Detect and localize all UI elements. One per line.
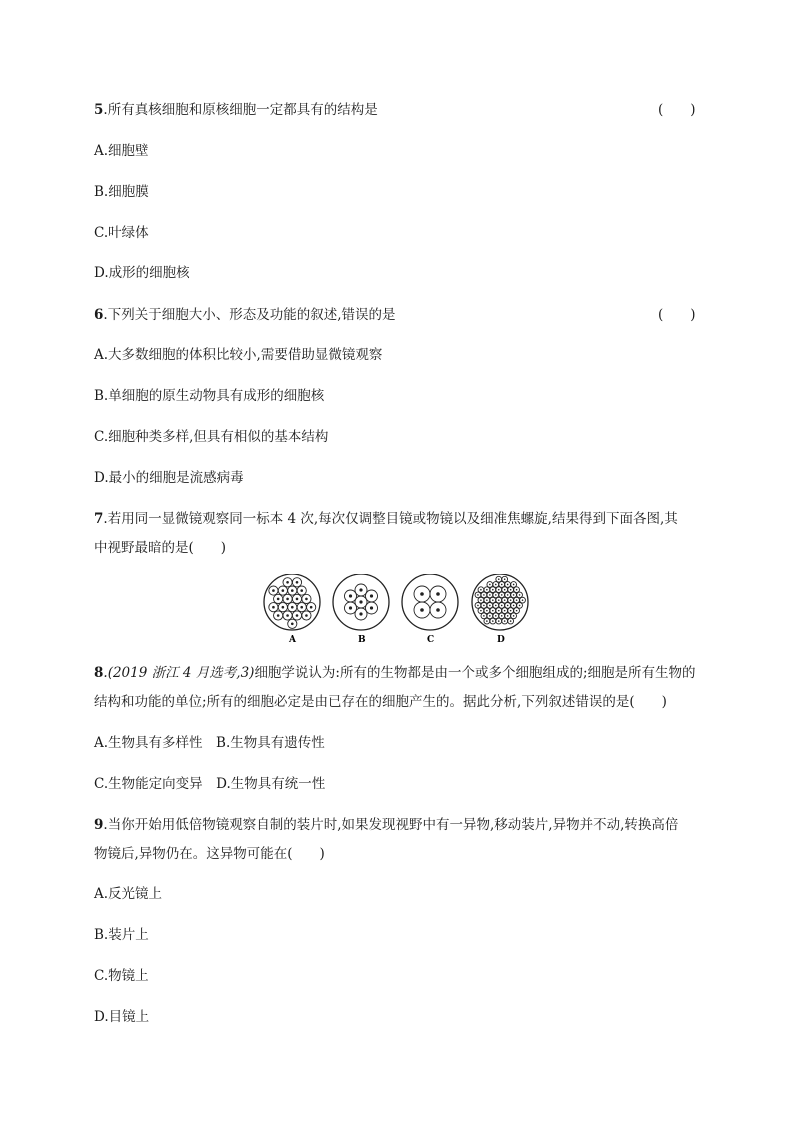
- field-d-nucleus: [507, 584, 509, 586]
- q5-number: 5: [94, 102, 104, 118]
- q9-number: 9: [94, 817, 104, 833]
- q6-option-a: A.大多数细胞的体积比较小,需要借助显微镜观察: [94, 347, 383, 363]
- field-d-nucleus: [513, 605, 515, 607]
- field-d-nucleus: [486, 589, 488, 591]
- field-d-nucleus: [510, 610, 512, 612]
- field-d-nucleus: [480, 599, 482, 601]
- field-a-nucleus: [296, 581, 299, 584]
- field-d-nucleus: [492, 599, 494, 601]
- field-b-nucleus: [359, 588, 362, 591]
- field-d-nucleus: [480, 589, 482, 591]
- q8-options-row1: A.生物具有多样性 B.生物具有遗传性: [94, 735, 325, 751]
- q8-stem-line2: 结构和功能的单位;所有的细胞必定是由已存在的细胞产生的。据此分析,下列叙述错误的是( ): [94, 694, 667, 710]
- q8-stem-line1: [94, 664, 696, 682]
- field-d-nucleus: [498, 620, 500, 622]
- field-a-nucleus: [282, 606, 285, 609]
- field-b-nucleus: [370, 594, 373, 597]
- field-d-nucleus: [516, 599, 518, 601]
- field-c-nucleus: [420, 592, 424, 596]
- q5-answer-blank: ( ): [658, 102, 696, 118]
- field-a-nucleus: [296, 598, 299, 601]
- field-d-nucleus: [486, 620, 488, 622]
- q5-option-a: A.细胞壁: [94, 143, 149, 159]
- field-a-nucleus: [291, 622, 294, 625]
- field-d-nucleus: [501, 605, 503, 607]
- field-d-nucleus: [513, 594, 515, 596]
- q5-option-c: C.叶绿体: [94, 225, 149, 241]
- field-c-nucleus: [420, 608, 424, 612]
- field-b-nucleus: [349, 606, 352, 609]
- field-a-nucleus: [272, 589, 275, 592]
- field-d-nucleus: [522, 599, 524, 601]
- field-d-nucleus: [477, 605, 479, 607]
- field-a-nucleus: [305, 614, 308, 617]
- field-d-nucleus: [504, 578, 506, 580]
- field-d-nucleus: [483, 594, 485, 596]
- field-d-nucleus: [492, 620, 494, 622]
- q9-stem-line2: 物镜后,异物仍在。这异物可能在( ): [94, 846, 325, 862]
- field-d-nucleus: [507, 605, 509, 607]
- field-d-nucleus: [489, 594, 491, 596]
- field-a-nucleus: [296, 614, 299, 617]
- field-d-nucleus: [486, 599, 488, 601]
- field-d-nucleus: [498, 610, 500, 612]
- field-d-nucleus: [495, 615, 497, 617]
- field-d-nucleus: [510, 589, 512, 591]
- field-d-nucleus: [510, 599, 512, 601]
- q7-stem-line1: [94, 510, 678, 528]
- field-d-nucleus: [507, 615, 509, 617]
- field-d-nucleus: [504, 610, 506, 612]
- field-d-nucleus: [495, 594, 497, 596]
- q9-option-c: C.物镜上: [94, 968, 149, 984]
- field-d-nucleus: [486, 610, 488, 612]
- field-d-nucleus: [501, 615, 503, 617]
- field-d-nucleus: [477, 594, 479, 596]
- field-a-nucleus: [286, 581, 289, 584]
- field-b-nucleus: [349, 594, 352, 597]
- field-d-nucleus: [498, 599, 500, 601]
- q6-answer-blank: ( ): [658, 307, 696, 323]
- q8-text-line1: 细胞学说认为:所有的生物都是由一个或多个细胞组成的;细胞是所有生物的: [254, 665, 696, 681]
- label-c: C: [427, 635, 435, 645]
- field-b-nucleus: [359, 600, 362, 603]
- field-d-nucleus: [492, 589, 494, 591]
- field-d-nucleus: [501, 584, 503, 586]
- q6-option-b: B.单细胞的原生动物具有成形的细胞核: [94, 388, 325, 404]
- field-a: [264, 574, 320, 645]
- q9-option-a: A.反光镜上: [94, 886, 163, 902]
- label-d: D: [497, 635, 505, 645]
- field-d-nucleus: [498, 578, 500, 580]
- field-b-nucleus: [359, 612, 362, 615]
- field-b-nucleus: [370, 606, 373, 609]
- field-d-nucleus: [498, 589, 500, 591]
- q6-option-d: D.最小的细胞是流感病毒: [94, 470, 244, 486]
- microscope-fields-svg: [262, 574, 534, 646]
- field-d-nucleus: [483, 615, 485, 617]
- field-a-nucleus: [310, 606, 313, 609]
- q8-source: .(2019 浙江 4 月选考,3): [103, 665, 255, 681]
- q6-stem: [94, 306, 396, 324]
- q7-text-line1: .若用同一显微镜观察同一标本 4 次,每次仅调整目镜或物镜以及细准焦螺旋,结果得到下面各图,其: [103, 511, 678, 527]
- q6-option-c: C.细胞种类多样,但具有相似的基本结构: [94, 429, 329, 445]
- q5-option-b: B.细胞膜: [94, 184, 149, 200]
- field-d-nucleus: [504, 599, 506, 601]
- field-d-nucleus: [513, 584, 515, 586]
- field-d-nucleus: [516, 589, 518, 591]
- field-d-nucleus: [519, 594, 521, 596]
- q9-stem-line1: [94, 816, 678, 834]
- field-a-nucleus: [286, 614, 289, 617]
- field-d-nucleus: [489, 615, 491, 617]
- field-a-nucleus: [272, 606, 275, 609]
- field-a-nucleus: [277, 614, 280, 617]
- field-d-nucleus: [483, 605, 485, 607]
- field-d-nucleus: [489, 605, 491, 607]
- q5-stem: [94, 101, 378, 119]
- field-c: [402, 574, 458, 645]
- q8-options-row2: C.生物能定向变异 D.生物具有统一性: [94, 776, 326, 792]
- q6-number: 6: [94, 307, 104, 323]
- field-a-nucleus: [291, 589, 294, 592]
- label-b: B: [358, 635, 366, 645]
- field-d-nucleus: [513, 615, 515, 617]
- q8-number: 8: [94, 665, 104, 681]
- field-d-nucleus: [480, 610, 482, 612]
- field-a-nucleus: [286, 598, 289, 601]
- field-d-nucleus: [495, 605, 497, 607]
- q5-option-d: D.成形的细胞核: [94, 265, 190, 281]
- field-d-nucleus: [504, 589, 506, 591]
- field-b: [333, 574, 389, 645]
- field-c-nucleus: [436, 608, 440, 612]
- q9-text-line1: .当你开始用低倍物镜观察自制的装片时,如果发现视野中有一异物,移动装片,异物并不动,转换高倍: [103, 817, 679, 833]
- field-d-nucleus: [510, 620, 512, 622]
- field-a-nucleus: [300, 589, 303, 592]
- field-a-nucleus: [305, 598, 308, 601]
- label-a: A: [289, 635, 296, 645]
- q7-stem-line2: 中视野最暗的是( ): [94, 540, 227, 556]
- field-a-nucleus: [291, 606, 294, 609]
- q9-option-b: B.装片上: [94, 927, 149, 943]
- q9-option-d: D.目镜上: [94, 1009, 150, 1025]
- field-c-nucleus: [436, 592, 440, 596]
- field-a-nucleus: [300, 606, 303, 609]
- q6-text: .下列关于细胞大小、形态及功能的叙述,错误的是: [103, 307, 396, 323]
- field-d: [472, 574, 528, 645]
- field-d-nucleus: [495, 584, 497, 586]
- field-d-nucleus: [492, 610, 494, 612]
- field-d-nucleus: [489, 584, 491, 586]
- microscope-field-figure: [262, 574, 534, 646]
- field-d-nucleus: [504, 620, 506, 622]
- field-a-nucleus: [282, 589, 285, 592]
- field-d-nucleus: [507, 594, 509, 596]
- field-d-nucleus: [516, 610, 518, 612]
- field-d-nucleus: [519, 605, 521, 607]
- q5-text: .所有真核细胞和原核细胞一定都具有的结构是: [103, 102, 378, 118]
- field-a-nucleus: [277, 598, 280, 601]
- field-d-nucleus: [501, 594, 503, 596]
- q7-number: 7: [94, 511, 104, 527]
